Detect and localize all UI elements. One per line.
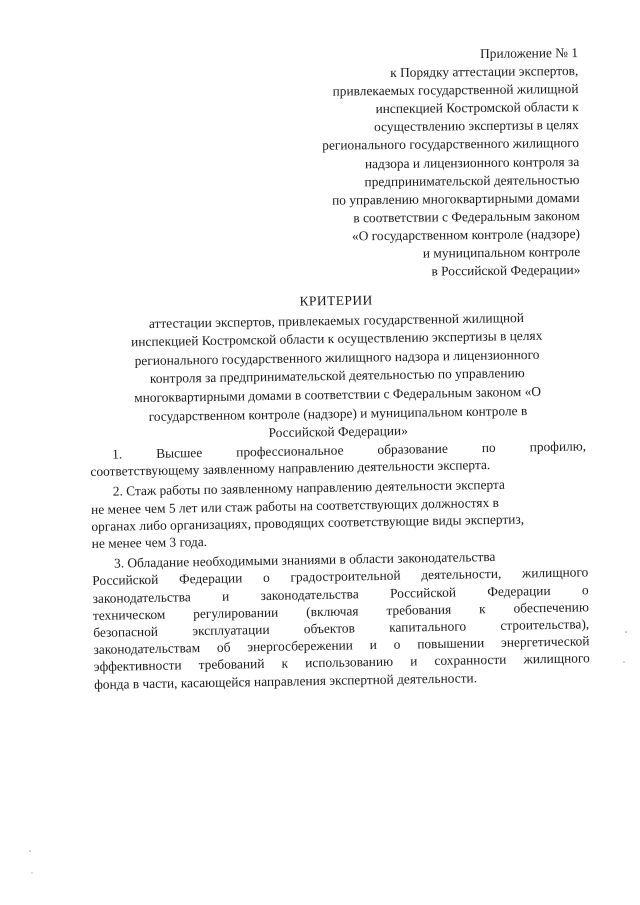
criterion-line: законодательства и законодательства Российской Федерации о (92, 581, 589, 606)
annex-line: регионального государственного жилищного (322, 135, 580, 154)
scan-speck (625, 631, 627, 633)
criterion-line: техническом регулировании (включая требования к обеспечению (92, 599, 590, 623)
criterion-line: Российской Федерации о градостроительной деятельности, жилищного (92, 564, 589, 589)
heading-line: аттестации экспертов, привлекаемых государственной жилищной (148, 309, 525, 331)
annex-line: надзора и лицензионного контроля за (364, 153, 580, 171)
criterion-line: 3. Обладание необходимыми знаниями в области законодательства (113, 549, 496, 571)
criterion-line: не менее чем 3 года. (91, 533, 208, 551)
scan-speck (31, 872, 32, 873)
criterion-line: органах либо организациях, проводящих соответствующие виды экспертиз, (91, 511, 525, 534)
annex-line: и муниципальном контроле (422, 244, 581, 261)
heading-line: государственном контроле (надзоре) и муниципальном контроле в (148, 402, 528, 424)
criterion-line: безопасной эксплуатации объектов капитального строительства), (93, 616, 590, 641)
heading-line: Российской Федерации» (268, 423, 408, 441)
criterion-line: не менее чем 5 лет или стаж работы на соответствующих должностях в (90, 494, 499, 517)
criterion-line: 1. Высшее профессиональное образование по профилю, (112, 438, 587, 462)
heading-line: контроля за предпринимательской деятельностью по управлению (149, 365, 525, 387)
criterion-3 (92, 547, 590, 693)
scan-speck (29, 850, 31, 852)
heading-line: инспекцией Костромской области к осуществлению экспертизы в целях (131, 327, 543, 350)
criterion-line: соответствующему заявленному направлению деятельности эксперта. (90, 457, 491, 480)
annex-header (248, 44, 580, 283)
criterion-line: фонда в части, касающейся направления экспертной деятельности. (94, 669, 478, 692)
annex-line: «О государственном контроле (надзоре) (351, 225, 581, 244)
criterion-1 (90, 437, 587, 480)
criterion-line: эффективности требований к использованию и сохранности жилищного (93, 650, 590, 675)
annex-line: инспекцией Костромской области к (375, 99, 579, 117)
annex-line: осуществлению экспертизы в целях (373, 117, 579, 135)
annex-line: Приложение № 1 (479, 44, 579, 62)
annex-line: в Российской Федерации» (431, 262, 581, 279)
heading-line: регионального государственного жилищного надзора и лицензионного (134, 346, 540, 368)
annex-line: привлекаемых государственной жилищной (332, 81, 579, 99)
heading-line: многоквартирными домами в соответствии с Федеральным законом «О (134, 383, 542, 406)
document-title: КРИТЕРИИ (299, 292, 373, 309)
annex-line: к Порядку аттестации экспертов, (390, 63, 579, 81)
criterion-line: 2. Стаж работы по заявленному направлению деятельности эксперта (112, 477, 506, 500)
document-heading (96, 288, 578, 445)
criteria-list (90, 437, 590, 695)
annex-line: предпринимательской деятельностью (364, 171, 580, 189)
criterion-2 (91, 475, 588, 552)
annex-line: в соответствии с Федеральным законом (353, 207, 580, 226)
criterion-line: законодательствам об энергосбережении и о повышении энергетической (93, 633, 590, 658)
scan-speck (623, 661, 624, 662)
annex-line: по управлению многоквартирными домами (331, 189, 580, 208)
